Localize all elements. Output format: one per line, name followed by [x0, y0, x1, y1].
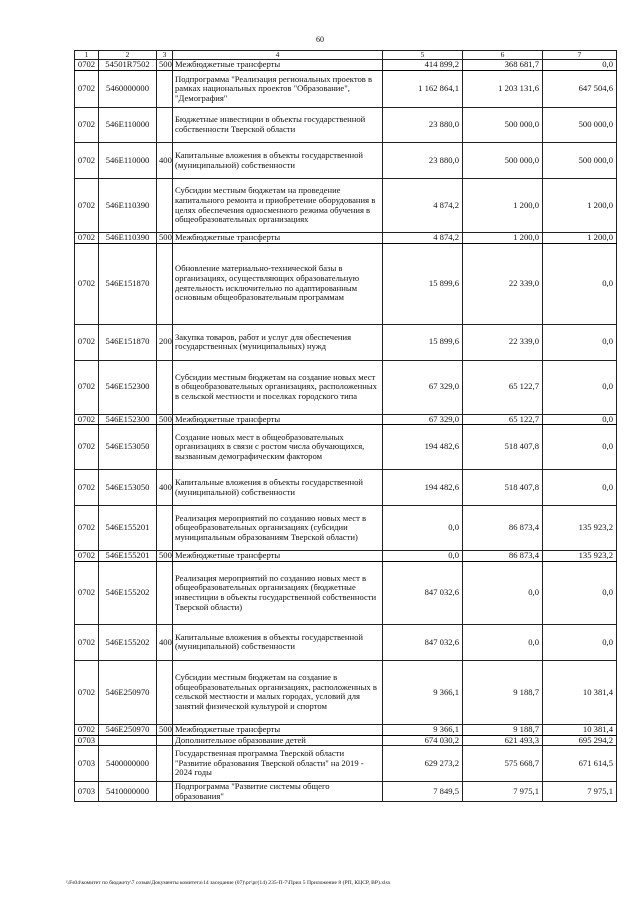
cell-amount-year-2: 575 668,7	[463, 746, 543, 782]
cell-expense-type-code: 500	[157, 551, 173, 562]
cell-section-code: 0702	[75, 179, 99, 233]
table-row	[75, 551, 617, 562]
cell-target-article-code: 546E110000	[99, 108, 157, 143]
cell-expense-type-code	[157, 108, 173, 143]
table-row	[75, 60, 617, 71]
cell-amount-year-1: 4 874,2	[383, 179, 463, 233]
cell-expense-type-code	[157, 782, 173, 802]
cell-section-code: 0703	[75, 746, 99, 782]
cell-expense-type-code: 400	[157, 624, 173, 660]
cell-target-article-code: 546E152300	[99, 414, 157, 425]
cell-target-article-code: 546E151870	[99, 324, 157, 360]
cell-amount-year-1: 67 329,0	[383, 414, 463, 425]
header-col-2: 2	[99, 51, 157, 60]
cell-amount-year-1: 414 899,2	[383, 60, 463, 71]
cell-amount-year-3: 10 381,4	[543, 724, 617, 735]
cell-target-article-code: 5460000000	[99, 71, 157, 108]
cell-section-code: 0702	[75, 506, 99, 551]
cell-target-article-code	[99, 735, 157, 746]
cell-amount-year-3: 695 294,2	[543, 735, 617, 746]
cell-description: Межбюджетные трансферты	[173, 551, 383, 562]
cell-description: Реализация мероприятий по созданию новых мест в общеобразовательных организациях (бюджетные инвестиции в объекты государственной собственности Тверской области)	[173, 561, 383, 624]
cell-section-code: 0702	[75, 143, 99, 179]
cell-target-article-code: 54501R7502	[99, 60, 157, 71]
cell-amount-year-1: 67 329,0	[383, 360, 463, 414]
cell-expense-type-code: 500	[157, 414, 173, 425]
cell-amount-year-3: 1 200,0	[543, 233, 617, 244]
cell-amount-year-3: 0,0	[543, 561, 617, 624]
cell-amount-year-3: 500 000,0	[543, 108, 617, 143]
cell-expense-type-code	[157, 360, 173, 414]
cell-amount-year-3: 0,0	[543, 470, 617, 506]
cell-amount-year-1: 847 032,6	[383, 561, 463, 624]
cell-section-code: 0702	[75, 551, 99, 562]
cell-amount-year-2: 9 188,7	[463, 660, 543, 724]
cell-amount-year-3: 1 200,0	[543, 179, 617, 233]
cell-amount-year-1: 1 162 864,1	[383, 71, 463, 108]
cell-amount-year-3: 647 504,6	[543, 71, 617, 108]
header-col-5: 5	[383, 51, 463, 60]
cell-expense-type-code	[157, 425, 173, 470]
header-col-4: 4	[173, 51, 383, 60]
cell-target-article-code: 546E155202	[99, 624, 157, 660]
cell-description: Межбюджетные трансферты	[173, 414, 383, 425]
cell-expense-type-code: 200	[157, 324, 173, 360]
cell-amount-year-3: 0,0	[543, 425, 617, 470]
cell-target-article-code: 546E153050	[99, 470, 157, 506]
cell-amount-year-1: 9 366,1	[383, 660, 463, 724]
cell-amount-year-2: 621 493,3	[463, 735, 543, 746]
cell-section-code: 0702	[75, 414, 99, 425]
table-row	[75, 506, 617, 551]
table-row	[75, 324, 617, 360]
header-col-1: 1	[75, 51, 99, 60]
cell-expense-type-code	[157, 506, 173, 551]
cell-description: Межбюджетные трансферты	[173, 233, 383, 244]
cell-section-code: 0702	[75, 624, 99, 660]
cell-section-code: 0702	[75, 71, 99, 108]
table-body	[75, 60, 617, 802]
cell-amount-year-2: 9 188,7	[463, 724, 543, 735]
cell-amount-year-1: 4 874,2	[383, 233, 463, 244]
cell-amount-year-3: 0,0	[543, 624, 617, 660]
cell-description: Государственная программа Тверской области "Развитие образования Тверской области" на 2019 - 2024 годы	[173, 746, 383, 782]
cell-amount-year-3: 135 923,2	[543, 506, 617, 551]
header-col-3: 3	[157, 51, 173, 60]
cell-section-code: 0702	[75, 324, 99, 360]
table-row	[75, 735, 617, 746]
cell-target-article-code: 546E110390	[99, 179, 157, 233]
page-number: 60	[316, 35, 324, 44]
cell-section-code: 0702	[75, 660, 99, 724]
cell-amount-year-1: 23 880,0	[383, 143, 463, 179]
cell-amount-year-3: 135 923,2	[543, 551, 617, 562]
cell-amount-year-3: 10 381,4	[543, 660, 617, 724]
cell-section-code: 0703	[75, 782, 99, 802]
cell-amount-year-2: 1 203 131,6	[463, 71, 543, 108]
file-path-footer: \\Fs04\комитет по бюджету\7 созыв\Документы комитета\14 заседание (07)\рг\рг(14) 235-П-7\Прил 5 Приложение 8 (РП, КЦСР, ВР).xlsx	[66, 880, 391, 886]
table-row	[75, 624, 617, 660]
cell-target-article-code: 546E250970	[99, 660, 157, 724]
cell-description: Дополнительное образование детей	[173, 735, 383, 746]
cell-description: Капитальные вложения в объекты государственной (муниципальной) собственности	[173, 143, 383, 179]
cell-target-article-code: 546E110390	[99, 233, 157, 244]
cell-description: Субсидии местным бюджетам на создание новых мест в общеобразовательных организациях, расположенных в сельской местности и поселках городского типа	[173, 360, 383, 414]
cell-amount-year-2: 500 000,0	[463, 143, 543, 179]
cell-amount-year-2: 1 200,0	[463, 233, 543, 244]
cell-amount-year-1: 194 482,6	[383, 425, 463, 470]
cell-amount-year-2: 0,0	[463, 561, 543, 624]
cell-expense-type-code	[157, 243, 173, 324]
cell-amount-year-1: 23 880,0	[383, 108, 463, 143]
header-col-6: 6	[463, 51, 543, 60]
cell-target-article-code: 5400000000	[99, 746, 157, 782]
cell-description: Капитальные вложения в объекты государственной (муниципальной) собственности	[173, 624, 383, 660]
cell-description: Создание новых мест в общеобразовательных организациях в связи с ростом числа обучающихся, вызванным демографическим фактором	[173, 425, 383, 470]
cell-amount-year-1: 15 899,6	[383, 324, 463, 360]
table-row	[75, 414, 617, 425]
cell-amount-year-2: 65 122,7	[463, 360, 543, 414]
cell-section-code: 0702	[75, 243, 99, 324]
cell-amount-year-2: 65 122,7	[463, 414, 543, 425]
budget-table	[74, 50, 617, 802]
cell-target-article-code: 546E151870	[99, 243, 157, 324]
table-row	[75, 724, 617, 735]
table-header-row	[75, 51, 617, 60]
table-row	[75, 108, 617, 143]
cell-target-article-code: 546E152300	[99, 360, 157, 414]
cell-amount-year-2: 86 873,4	[463, 506, 543, 551]
cell-expense-type-code	[157, 71, 173, 108]
header-col-7: 7	[543, 51, 617, 60]
table-row	[75, 782, 617, 802]
table-row	[75, 360, 617, 414]
cell-amount-year-3: 0,0	[543, 414, 617, 425]
cell-description: Субсидии местным бюджетам на создание в общеобразовательных организациях, расположенных в сельской местности и малых городах, условий для занятий физической культурой и спортом	[173, 660, 383, 724]
cell-expense-type-code: 500	[157, 724, 173, 735]
cell-amount-year-1: 674 030,2	[383, 735, 463, 746]
cell-amount-year-2: 500 000,0	[463, 108, 543, 143]
table-row	[75, 660, 617, 724]
table-row	[75, 425, 617, 470]
cell-description: Бюджетные инвестиции в объекты государственной собственности Тверской области	[173, 108, 383, 143]
cell-section-code: 0702	[75, 360, 99, 414]
cell-description: Капитальные вложения в объекты государственной (муниципальной) собственности	[173, 470, 383, 506]
cell-section-code: 0703	[75, 735, 99, 746]
cell-amount-year-3: 0,0	[543, 243, 617, 324]
cell-amount-year-3: 500 000,0	[543, 143, 617, 179]
cell-amount-year-2: 368 681,7	[463, 60, 543, 71]
cell-amount-year-1: 629 273,2	[383, 746, 463, 782]
cell-amount-year-1: 847 032,6	[383, 624, 463, 660]
cell-target-article-code: 546E155202	[99, 561, 157, 624]
cell-section-code: 0702	[75, 60, 99, 71]
cell-description: Подпрограмма "Развитие системы общего образования"	[173, 782, 383, 802]
table-row	[75, 746, 617, 782]
table-row	[75, 143, 617, 179]
table-row	[75, 233, 617, 244]
cell-expense-type-code	[157, 735, 173, 746]
cell-amount-year-2: 7 975,1	[463, 782, 543, 802]
cell-target-article-code: 546E155201	[99, 551, 157, 562]
cell-expense-type-code: 500	[157, 233, 173, 244]
cell-expense-type-code	[157, 746, 173, 782]
table-row	[75, 71, 617, 108]
cell-amount-year-3: 0,0	[543, 360, 617, 414]
cell-section-code: 0702	[75, 425, 99, 470]
cell-section-code: 0702	[75, 724, 99, 735]
cell-description: Подпрограмма "Реализация региональных проектов в рамках национальных проектов "Образование", "Демография"	[173, 71, 383, 108]
cell-description: Обновление материально-технической базы в организациях, осуществляющих образовательную деятельность исключительно по адаптированным основным общеобразовательным программам	[173, 243, 383, 324]
cell-expense-type-code: 400	[157, 470, 173, 506]
cell-expense-type-code: 400	[157, 143, 173, 179]
cell-amount-year-3: 0,0	[543, 60, 617, 71]
cell-amount-year-3: 671 614,5	[543, 746, 617, 782]
table-row	[75, 561, 617, 624]
table-row	[75, 179, 617, 233]
cell-expense-type-code	[157, 179, 173, 233]
cell-amount-year-2: 22 339,0	[463, 324, 543, 360]
cell-amount-year-1: 9 366,1	[383, 724, 463, 735]
cell-target-article-code: 546E153050	[99, 425, 157, 470]
cell-section-code: 0702	[75, 470, 99, 506]
cell-expense-type-code: 500	[157, 60, 173, 71]
cell-description: Закупка товаров, работ и услуг для обеспечения государственных (муниципальных) нужд	[173, 324, 383, 360]
cell-amount-year-1: 15 899,6	[383, 243, 463, 324]
cell-amount-year-2: 1 200,0	[463, 179, 543, 233]
cell-target-article-code: 5410000000	[99, 782, 157, 802]
cell-amount-year-3: 7 975,1	[543, 782, 617, 802]
cell-target-article-code: 546E155201	[99, 506, 157, 551]
table-row	[75, 243, 617, 324]
cell-description: Субсидии местным бюджетам на проведение капитального ремонта и приобретение оборудования в целях обеспечения односменного режима обучения в общеобразовательных организациях	[173, 179, 383, 233]
cell-target-article-code: 546E250970	[99, 724, 157, 735]
cell-description: Реализация мероприятий по созданию новых мест в общеобразовательных организациях (субсидии муниципальным образованиям Тверской области)	[173, 506, 383, 551]
cell-amount-year-2: 22 339,0	[463, 243, 543, 324]
cell-description: Межбюджетные трансферты	[173, 724, 383, 735]
table-row	[75, 470, 617, 506]
cell-description: Межбюджетные трансферты	[173, 60, 383, 71]
cell-amount-year-1: 0,0	[383, 506, 463, 551]
cell-amount-year-2: 0,0	[463, 624, 543, 660]
cell-amount-year-1: 7 849,5	[383, 782, 463, 802]
cell-amount-year-2: 86 873,4	[463, 551, 543, 562]
cell-expense-type-code	[157, 561, 173, 624]
cell-amount-year-3: 0,0	[543, 324, 617, 360]
cell-target-article-code: 546E110000	[99, 143, 157, 179]
cell-amount-year-2: 518 407,8	[463, 470, 543, 506]
cell-amount-year-2: 518 407,8	[463, 425, 543, 470]
cell-section-code: 0702	[75, 561, 99, 624]
cell-expense-type-code	[157, 660, 173, 724]
cell-amount-year-1: 0,0	[383, 551, 463, 562]
cell-amount-year-1: 194 482,6	[383, 470, 463, 506]
cell-section-code: 0702	[75, 233, 99, 244]
cell-section-code: 0702	[75, 108, 99, 143]
